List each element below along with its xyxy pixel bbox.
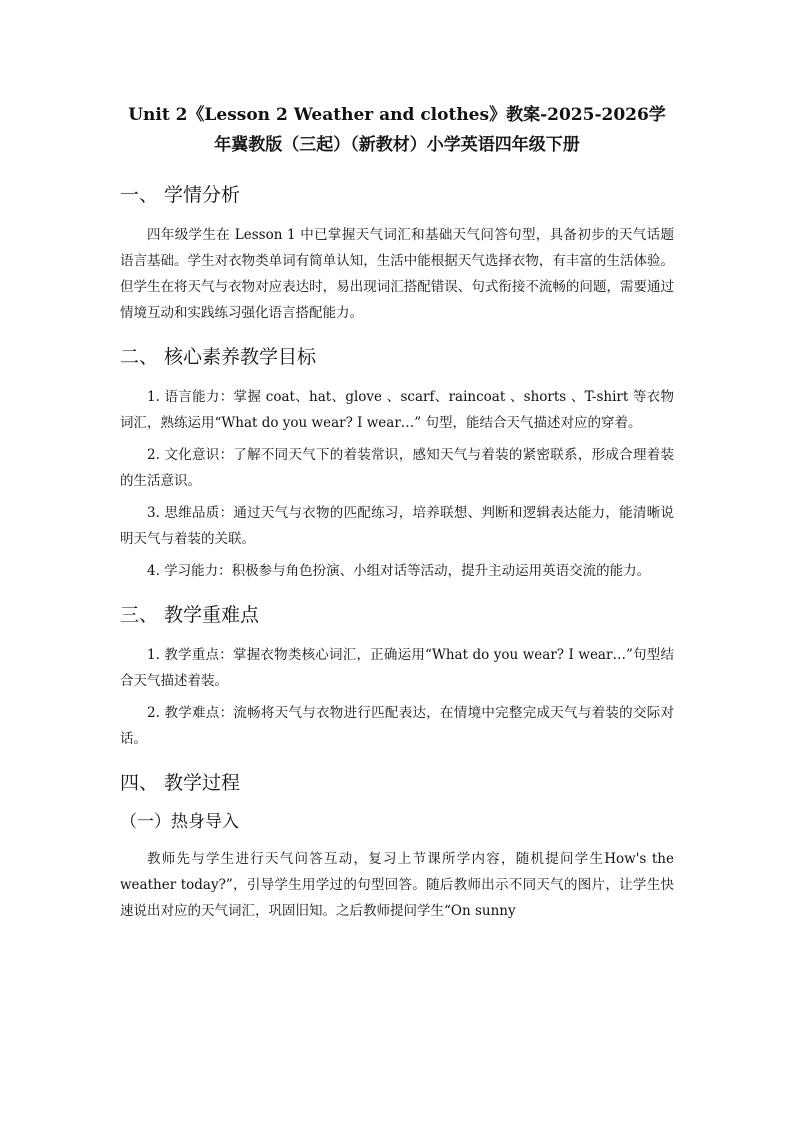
paragraph: 四年级学生在 Lesson 1 中已掌握天气词汇和基础天气问答句型，具备初步的天气话题语言基础。学生对衣物类单词有简单认知，生活中能根据天气选择衣物，有丰富的生活体验。但学生在将天气与衣物对应表达时，易出现词汇搭配错误、句式衔接不流畅的问题，需要通过情境互动和实践练习强化语言搭配能力。 (120, 227, 674, 321)
section-key-difficult-points (120, 602, 674, 752)
section-heading: 三、 教学重难点 (120, 604, 260, 626)
paragraph: 2. 教学难点：流畅将天气与衣物进行匹配表达，在情境中完整完成天气与着装的交际对话。 (120, 705, 674, 747)
section-heading: 一、 学情分析 (120, 184, 241, 206)
paragraph: 1. 语言能力：掌握 coat、hat、glove 、scarf、raincoat 、shorts 、T-shirt 等衣物词汇，熟练运用“What do you wear? I wear…” 句型，能结合天气描述对应的穿着。 (120, 389, 674, 431)
paragraph: 2. 文化意识：了解不同天气下的着装常识，感知天气与着装的紧密联系，形成合理着装的生活意识。 (120, 447, 674, 489)
paragraph: 教师先与学生进行天气问答互动，复习上节课所学内容，随机提问学生How's the weather today?”，引导学生用学过的句型回答。随后教师出示不同天气的图片，让学生快速说出对应的天气词汇，巩固旧知。之后教师提问学生“On sunny (120, 851, 674, 919)
section-teaching-process (120, 770, 674, 924)
subsection-heading: （一）热身导入 (120, 812, 239, 832)
document-title: Unit 2《Lesson 2 Weather and clothes》教案-2025-2026学年冀教版（三起）（新教材）小学英语四年级下册 (128, 105, 666, 155)
section-learner-analysis (120, 182, 674, 326)
section-teaching-objectives (120, 344, 674, 584)
paragraph: 4. 学习能力：积极参与角色扮演、小组对话等活动，提升主动运用英语交流的能力。 (147, 563, 651, 579)
paragraph: 1. 教学重点：掌握衣物类核心词汇，正确运用“What do you wear? I wear…”句型结合天气描述着装。 (120, 647, 674, 689)
section-heading: 二、 核心素养教学目标 (120, 346, 317, 368)
paragraph: 3. 思维品质：通过天气与衣物的匹配练习，培养联想、判断和逻辑表达能力，能清晰说明天气与着装的关联。 (120, 505, 674, 547)
section-heading: 四、 教学过程 (120, 772, 241, 794)
